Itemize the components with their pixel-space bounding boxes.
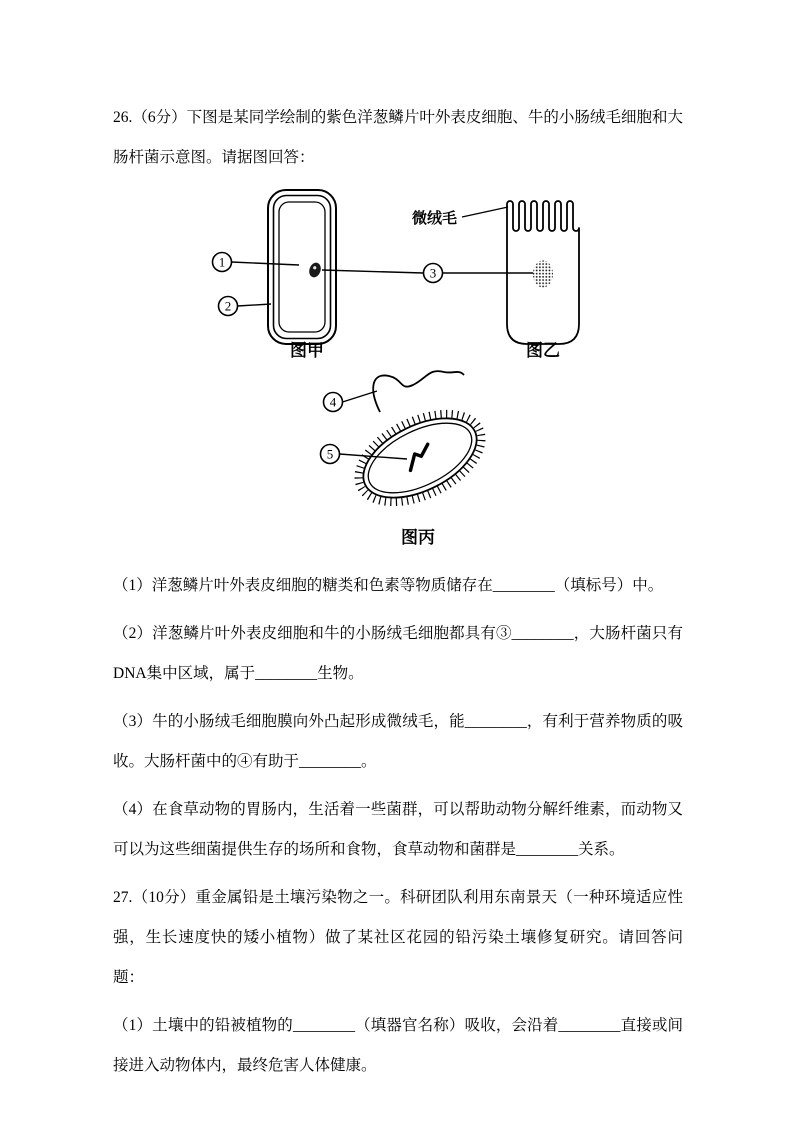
q26-sub2: （2）洋葱鳞片叶外表皮细胞和牛的小肠绒毛细胞都具有③________，大肠杆菌只有DNA集中区域，属于________生物。 — [113, 625, 683, 682]
q26-sub1: （1）洋葱鳞片叶外表皮细胞的糖类和色素等物质储存在________（填标号）中。 — [113, 577, 664, 594]
q26-sub3: （3）牛的小肠绒毛细胞膜向外凸起形成微绒毛，能________，有利于营养物质的吸收。大肠杆菌中的④有助于________。 — [113, 713, 683, 770]
bacterium-drawing — [344, 396, 495, 520]
caption-yi: 图乙 — [526, 341, 560, 360]
caption-jia: 图甲 — [290, 341, 324, 360]
cell-diagram-svg — [113, 186, 683, 551]
svg-text:1: 1 — [218, 254, 226, 270]
q27-sub1: （1）土壤中的铅被植物的________（填器官名称）吸收，会沿着________直接或间接进入动物体内，最终危害人体健康。 — [113, 1017, 683, 1074]
svg-text:5: 5 — [326, 446, 334, 462]
flagellum — [373, 371, 464, 412]
plant-cell-drawing — [268, 190, 336, 344]
q27-intro: 27.（10分）重金属铅是土壤污染物之一。科研团队利用东南景天（一种环境适应性强，生长速度快的矮小植物）做了某社区花园的铅污染土壤修复研究。请回答问题： — [113, 889, 683, 986]
circled-label-2 — [219, 297, 272, 316]
svg-text:微绒毛: 微绒毛 — [412, 211, 458, 227]
svg-text:3: 3 — [429, 265, 437, 281]
svg-text:4: 4 — [329, 394, 337, 410]
q26-sub4: （4）在食草动物的胃肠内，生活着一些菌群，可以帮助动物分解纤维素，而动物又可以为这些细菌提供生存的场所和食物，食草动物和菌群是________关系。 — [113, 801, 683, 858]
circled-label-3 — [322, 264, 533, 283]
villus-cell-nucleus — [533, 261, 553, 288]
microvilli-label — [412, 207, 508, 227]
caption-bing: 图丙 — [401, 528, 435, 547]
circled-label-4 — [324, 391, 378, 412]
q26-intro: 26.（6分）下图是某同学绘制的紫色洋葱鳞片叶外表皮细胞、牛的小肠绒毛细胞和大肠杆菌示意图。请据图回答： — [113, 109, 683, 166]
cell-diagram-figure — [113, 186, 683, 556]
svg-text:2: 2 — [224, 298, 232, 314]
